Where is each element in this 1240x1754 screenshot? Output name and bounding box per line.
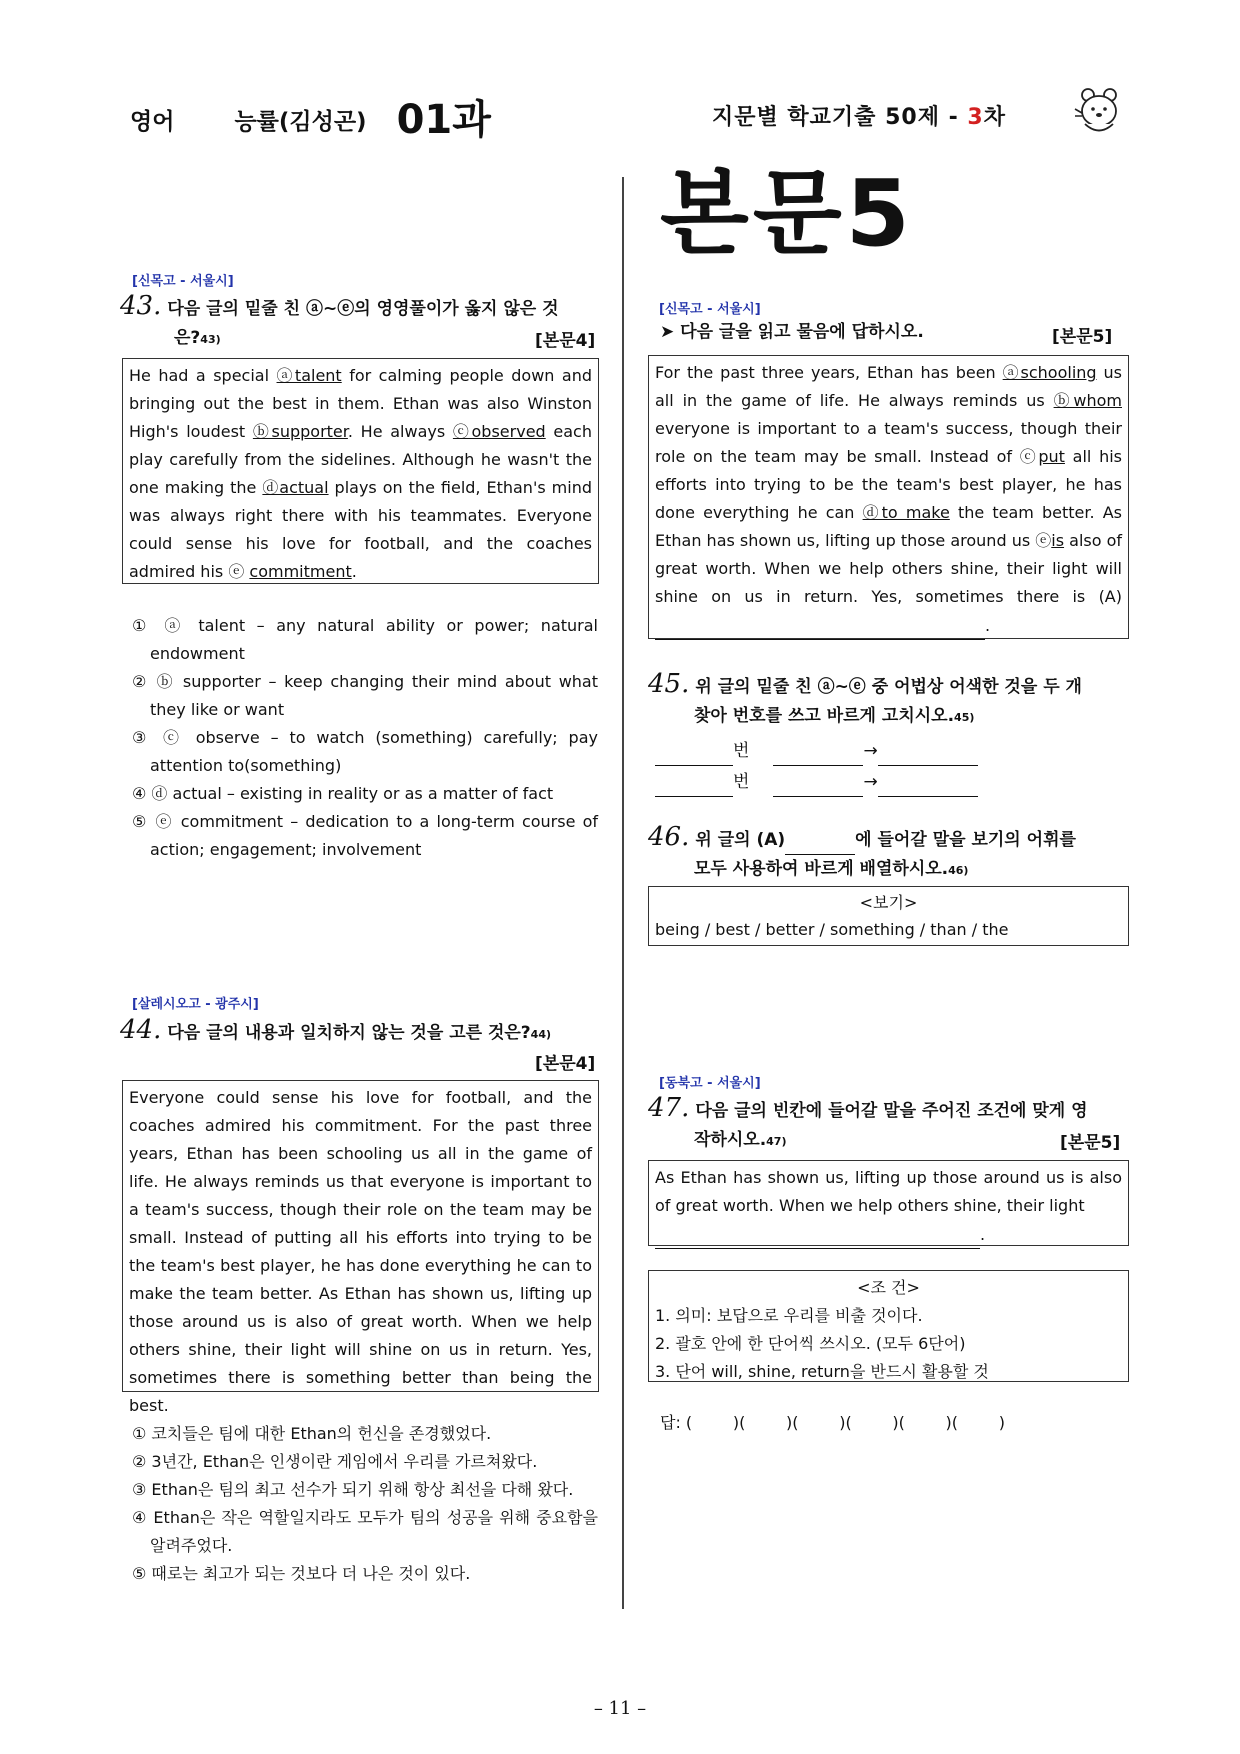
q45-title-line1: 위 글의 밑줄 친 ⓐ~ⓔ 중 어법상 어색한 것을 두 개 xyxy=(695,677,1082,697)
q47-condition-3: 3. 단어 will, shine, return을 반드시 활용할 것 xyxy=(655,1362,989,1381)
q43-underline-c: ⓒobserved xyxy=(452,422,546,441)
q43-title-line1: 다음 글의 밑줄 친 ⓐ~ⓔ의 영영풀이가 옳지 않은 것 xyxy=(167,299,559,319)
q46-box-title: <보기> xyxy=(859,893,918,912)
q45-answer-row-1 xyxy=(655,735,978,766)
q47-number: 47. xyxy=(648,1093,690,1123)
q44-ref: [본문4] xyxy=(535,1054,596,1074)
subject: 영어 xyxy=(130,109,175,135)
q43-choice-5[interactable]: ⑤ ⓔ commitment – dedication to a long-term course of action; engagement; involvement xyxy=(132,812,598,859)
q4546-text-3: everyone is important to a team's success, though their role on the team may be small. Instead of ⓒ xyxy=(655,419,1122,466)
q43-text-4: each play carefully from the sidelines. Although he wasn't the one making the xyxy=(129,422,592,497)
q44-number: 44. xyxy=(120,1015,162,1045)
q47-ref: [본문5] xyxy=(1060,1133,1121,1153)
q45-arrow-2: → xyxy=(863,772,878,792)
header-left xyxy=(130,88,491,145)
q45-beon-2: 번 xyxy=(733,772,750,792)
q46-title-blank xyxy=(785,825,855,855)
q45-correct-blank-2[interactable] xyxy=(878,766,978,797)
q46-title-line1a: 위 글의 (A) xyxy=(695,830,786,850)
publisher: 능률(김성곤) xyxy=(234,109,367,135)
q47-condition-1: 1. 의미: 보답으로 우리를 비출 것이다. xyxy=(655,1306,923,1325)
q47-conditions-box xyxy=(648,1270,1129,1382)
q43-choices xyxy=(132,612,598,864)
bear-mascot-icon xyxy=(1073,87,1125,137)
q43-number: 43. xyxy=(120,291,162,321)
q47-footnote: 47) xyxy=(766,1135,787,1148)
q45-number-blank-1[interactable] xyxy=(655,735,733,766)
q4546-text-end: . xyxy=(985,616,991,635)
q4546-underline-e: is xyxy=(1051,531,1065,550)
q4546-school: [신목고 - 서울시] xyxy=(659,302,761,317)
q43-text-6: . xyxy=(351,562,357,581)
q43-title xyxy=(120,292,600,354)
q43-school: [신목고 - 서울시] xyxy=(132,274,234,289)
q43-passage xyxy=(122,358,599,584)
q43-underline-d: ⓓactual xyxy=(262,478,329,497)
q4546-blank-a[interactable] xyxy=(655,611,985,640)
q43-underline-b: ⓑsupporter xyxy=(252,422,348,441)
q4546-underline-b: ⓑwhom xyxy=(1053,391,1122,410)
q43-text-3: . He always xyxy=(347,422,453,441)
q45-title-line2: 찾아 번호를 쓰고 바르게 고치시오. xyxy=(694,706,955,726)
q43-underline-e: commitment xyxy=(249,562,352,581)
q45-arrow-1: → xyxy=(863,741,878,761)
lesson-number: 01과 xyxy=(396,97,491,143)
q44-choice-4[interactable]: ④ Ethan은 작은 역할일지라도 모두가 팀의 성공을 위해 중요함을 알려주었다. xyxy=(132,1508,598,1555)
q47-answer-line[interactable]: 답: ( )( )( )( )( )( ) xyxy=(660,1413,1005,1432)
q43-text-5: plays on the field, Ethan's mind was always right there with his teammates. Everyone could sense his love for football, and the coaches admired his ⓔ xyxy=(129,478,592,581)
q43-choice-3[interactable]: ③ ⓒ observe – to watch (something) carefully; pay attention to(something) xyxy=(132,728,598,775)
column-divider xyxy=(622,177,624,1609)
q44-passage: Everyone could sense his love for football, and the coaches admired his commitment. For the past three years, Ethan has been schooling us all in the game of life. He always reminds us that everyone is important to a team's success, though their role on the team may be small. Instead of putting all his efforts into trying to be the team's best player, he has done everything he can to make the team better. As Ethan has shown us, lifting up those around us is also of great worth. When we help others shine, their light will shine on us in return. Yes, sometimes there is something better than being the best. xyxy=(122,1080,599,1392)
q46-title xyxy=(648,823,1138,885)
q45-number: 45. xyxy=(648,669,690,699)
round-number: 3 xyxy=(967,105,984,130)
q45-wrong-blank-1[interactable] xyxy=(773,735,863,766)
q45-number-blank-2[interactable] xyxy=(655,766,733,797)
q4546-passage xyxy=(648,355,1129,639)
q44-choice-2[interactable]: ② 3년간, Ethan은 인생이란 게임에서 우리를 가르쳐왔다. xyxy=(132,1452,538,1471)
q44-choice-1[interactable]: ① 코치들은 팀에 대한 Ethan의 헌신을 존경했었다. xyxy=(132,1424,492,1443)
q4546-underline-c: put xyxy=(1038,447,1065,466)
q47-passage-text: As Ethan has shown us, lifting up those around us is also of great worth. When we help others shine, their light xyxy=(655,1168,1122,1215)
q47-cond-title: <조 건> xyxy=(857,1278,920,1297)
q4546-text-1: For the past three years, Ethan has been xyxy=(655,363,1003,382)
section-title: 본문5 xyxy=(660,160,914,267)
q4546-ref: [본문5] xyxy=(1052,327,1113,347)
round-suffix: 차 xyxy=(983,105,1006,130)
q4546-underline-d: ⓓto make xyxy=(862,503,950,522)
q46-footnote: 46) xyxy=(948,864,969,877)
q47-answer-blank[interactable] xyxy=(655,1220,980,1249)
q4546-instruction: ➤ 다음 글을 읽고 물음에 답하시오. xyxy=(660,322,924,342)
series-prefix: 지문별 학교기출 50제 - xyxy=(712,105,968,130)
q43-underline-a: ⓐtalent xyxy=(276,366,342,385)
q47-passage-end: . xyxy=(980,1225,986,1244)
q46-word-list: being / best / better / something / than / the xyxy=(655,920,1009,939)
q47-title-line2: 작하시오. xyxy=(694,1130,767,1150)
q45-answer-row-2 xyxy=(655,766,978,797)
q45-footnote: 45) xyxy=(954,711,975,724)
series-title xyxy=(712,100,1006,131)
q43-title-line2: 은? xyxy=(174,328,201,348)
q43-choice-4[interactable]: ④ ⓓ actual – existing in reality or as a matter of fact xyxy=(132,784,554,803)
q45-answer-area xyxy=(655,735,978,797)
q47-passage xyxy=(648,1160,1129,1246)
page-number: – 11 – xyxy=(593,1698,647,1719)
q45-beon-1: 번 xyxy=(733,741,750,761)
q43-text-2: for calming people down and bringing out the best in them. Ethan was also Winston High's loudest xyxy=(129,366,593,441)
q4546-underline-a: ⓐschooling xyxy=(1002,363,1097,382)
q46-word-box xyxy=(648,886,1129,946)
q45-wrong-blank-2[interactable] xyxy=(773,766,863,797)
q43-choice-2[interactable]: ② ⓑ supporter – keep changing their mind about what they like or want xyxy=(132,672,598,719)
q44-choice-3[interactable]: ③ Ethan은 팀의 최고 선수가 되기 위해 항상 최선을 다해 왔다. xyxy=(132,1480,574,1499)
q47-condition-2: 2. 괄호 안에 한 단어씩 쓰시오. (모두 6단어) xyxy=(655,1334,966,1353)
q47-school: [동북고 - 서울시] xyxy=(659,1076,761,1091)
q43-footnote: 43) xyxy=(200,333,221,346)
q4546-text-5: the team better. As Ethan has shown us, lifting up those around us ⓔ xyxy=(655,503,1122,550)
q46-number: 46. xyxy=(648,822,690,852)
q43-ref: [본문4] xyxy=(535,331,596,351)
q4546-text-6: also of great worth. When we help others shine, their light will shine on us in return. Yes, sometimes there is xyxy=(655,531,1123,606)
q43-choice-1[interactable]: ① ⓐ talent – any natural ability or power; natural endowment xyxy=(132,616,598,663)
q44-choice-5[interactable]: ⑤ 때로는 최고가 되는 것보다 더 나은 것이 있다. xyxy=(132,1564,471,1583)
q46-title-line1b: 에 들어갈 말을 보기의 어휘를 xyxy=(855,830,1076,850)
q43-text-1: He had a special xyxy=(129,366,277,385)
q44-school: [살레시오고 - 광주시] xyxy=(132,997,259,1012)
q4546-text-4: all his efforts into trying to be the team's best player, he has done everything he can xyxy=(655,447,1122,522)
q46-title-line2: 모두 사용하여 바르게 배열하시오. xyxy=(694,859,949,879)
q45-correct-blank-1[interactable] xyxy=(878,735,978,766)
q44-footnote: 44) xyxy=(530,1028,552,1041)
q45-title xyxy=(648,670,1138,732)
q47-title-line1: 다음 글의 빈칸에 들어갈 말을 주어진 조건에 맞게 영 xyxy=(695,1101,1088,1121)
q44-choices xyxy=(132,1420,598,1588)
q4546-text-2: us all in the game of life. He always reminds us xyxy=(655,363,1123,410)
q4546-blank-label: (A) xyxy=(1098,587,1122,606)
q44-title-text: 다음 글의 내용과 일치하지 않는 것을 고른 것은? xyxy=(167,1023,531,1043)
q44-title xyxy=(120,1016,600,1049)
